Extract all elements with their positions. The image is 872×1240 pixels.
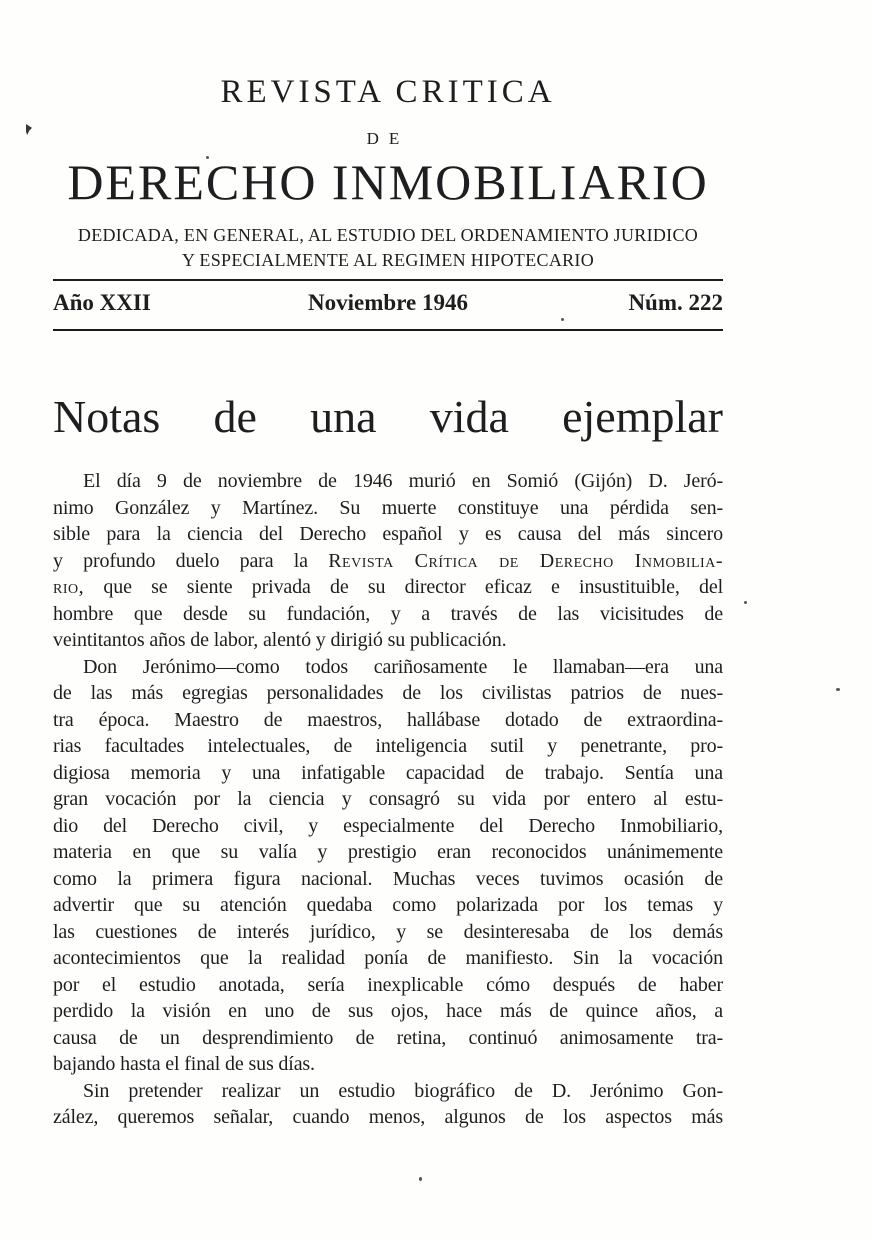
text-run: rias facultades intelectuales, de inteligencia sutil y penetrante, pro-	[53, 735, 723, 757]
text-run: bajando hasta el final de sus días.	[53, 1053, 315, 1075]
text-run: Sin pretender realizar un estudio biográfico de D. Jerónimo Gon-	[83, 1079, 723, 1102]
text-run: materia en que su valía y prestigio eran reconocidos unánimemente	[53, 841, 723, 863]
page-content	[53, 0, 723, 1131]
text-line	[53, 972, 723, 999]
text-line	[53, 998, 723, 1025]
article-body	[53, 468, 723, 1131]
text-run: Don Jerónimo—como todos cariñosamente le llamaban—era una	[83, 655, 723, 678]
text-line	[53, 786, 723, 813]
text-line	[53, 760, 723, 787]
text-line	[53, 813, 723, 840]
text-run: dio del Derecho civil, y especialmente del Derecho Inmobiliario,	[53, 814, 723, 837]
text-line	[53, 839, 723, 866]
text-line	[53, 919, 723, 946]
text-run: advertir que su atención quedaba como polarizada por los temas y	[53, 894, 723, 916]
text-line	[53, 521, 723, 548]
text-line	[53, 627, 723, 654]
text-run: gran vocación por la ciencia y consagró su vida por entero al estu-	[53, 788, 723, 810]
issue-number-label: Núm. 222	[628, 290, 723, 315]
text-run: como la primera figura nacional. Muchas veces tuvimos ocasión de	[53, 867, 723, 890]
text-line	[53, 733, 723, 760]
text-run: las cuestiones de interés jurídico, y se desinteresaba de los demás	[53, 920, 723, 943]
journal-subtitle-line1: DEDICADA, EN GENERAL, AL ESTUDIO DEL ORDENAMIENTO JURIDICO	[77, 225, 699, 245]
scan-artifact-mark	[26, 124, 32, 135]
text-run: causa de un desprendimiento de retina, continuó animosamente tra-	[53, 1026, 723, 1049]
article	[53, 391, 723, 1131]
small-caps-run: Revista Crítica de Derecho Inmobilia-	[328, 549, 723, 572]
text-run: hombre que desde su fundación, y a través de las vicisitudes de	[53, 602, 723, 625]
journal-title-line2: DERECHO INMOBILIARIO	[67, 154, 709, 210]
text-line	[53, 1078, 723, 1105]
divider-rule-bottom	[53, 329, 723, 331]
journal-title-line1: REVISTA CRITICA	[220, 74, 556, 110]
text-line	[53, 574, 723, 601]
text-run: por el estudio anotada, sería inexplicable cómo después de haber	[53, 973, 723, 996]
small-caps-run: rio,	[53, 576, 85, 598]
text-run: zález, queremos señalar, cuando menos, algunos de los aspectos más	[53, 1106, 723, 1128]
text-run: que se siente privada de su director eficaz e insustituible, del	[84, 576, 723, 598]
text-line	[53, 601, 723, 628]
scan-speckle	[836, 688, 840, 691]
masthead	[53, 76, 723, 331]
text-line	[53, 548, 723, 575]
text-run: sible para la ciencia del Derecho español y es causa del más sincero	[53, 523, 723, 545]
text-line	[53, 866, 723, 893]
text-line	[53, 1104, 723, 1131]
journal-title-connector: DE	[366, 129, 410, 148]
scan-speckle	[744, 601, 747, 604]
text-run: El día 9 de noviembre de 1946 murió en Somió (Gijón) D. Jeró-	[83, 470, 723, 492]
article-title: Notas de una vida ejemplar	[53, 390, 723, 442]
text-line	[53, 892, 723, 919]
text-line	[53, 495, 723, 522]
text-run: perdido la visión en uno de sus ojos, hace más de quince años, a	[53, 1000, 723, 1022]
text-line	[53, 707, 723, 734]
text-line	[53, 654, 723, 681]
text-run: veintitantos años de labor, alentó y dirigió su publicación.	[53, 629, 507, 651]
issue-info-row	[53, 281, 723, 329]
scan-speckle	[419, 1177, 422, 1181]
text-run: y profundo duelo para la	[53, 549, 329, 572]
text-run: de las más egregias personalidades de los civilistas patrios de nues-	[53, 682, 723, 704]
text-line	[53, 1051, 723, 1078]
issue-year-label: Año XXII	[53, 290, 151, 315]
issue-month-label: Noviembre 1946	[308, 290, 468, 315]
text-run: acontecimientos que la realidad ponía de manifiesto. Sin la vocación	[53, 947, 723, 969]
journal-subtitle-line2: Y ESPECIALMENTE AL REGIMEN HIPOTECARIO	[181, 249, 595, 270]
text-run: tra época. Maestro de maestros, hallábase dotado de extraordina-	[53, 708, 723, 731]
text-line	[53, 945, 723, 972]
text-run: nimo González y Martínez. Su muerte constituye una pérdida sen-	[53, 496, 723, 519]
text-line	[53, 1025, 723, 1052]
text-run: digiosa memoria y una infatigable capacidad de trabajo. Sentía una	[53, 761, 723, 784]
text-line	[53, 468, 723, 495]
text-line	[53, 680, 723, 707]
